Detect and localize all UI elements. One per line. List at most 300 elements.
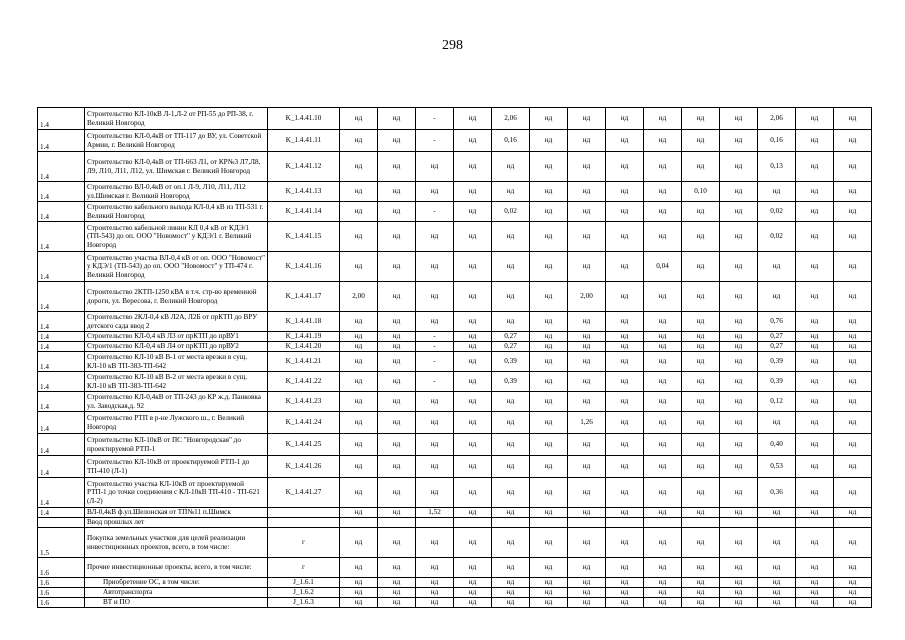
- value-cell: нд: [378, 588, 416, 598]
- project-code: K_1.4.41.15: [268, 222, 340, 252]
- value-cell: нд: [644, 456, 682, 478]
- value-cell: нд: [834, 108, 872, 130]
- table-row: [38, 392, 872, 412]
- value-cell: нд: [796, 182, 834, 202]
- project-code: K_1.4.41.17: [268, 282, 340, 312]
- value-cell: нд: [340, 312, 378, 332]
- project-code: г: [268, 528, 340, 558]
- row-number: 1.4: [38, 108, 85, 130]
- value-cell: нд: [720, 202, 758, 222]
- value-cell: нд: [568, 558, 606, 578]
- row-number: 1.6: [38, 598, 85, 608]
- value-cell: нд: [758, 598, 796, 608]
- value-cell: нд: [606, 456, 644, 478]
- value-cell: 1,52: [416, 508, 454, 518]
- value-cell: нд: [568, 434, 606, 456]
- row-number: 1.4: [38, 456, 85, 478]
- value-cell: нд: [682, 392, 720, 412]
- value-cell: нд: [720, 558, 758, 578]
- value-cell: нд: [340, 342, 378, 352]
- table-row: [38, 578, 872, 588]
- value-cell: нд: [758, 182, 796, 202]
- value-cell: нд: [568, 478, 606, 508]
- value-cell: нд: [796, 152, 834, 182]
- value-cell: нд: [454, 372, 492, 392]
- project-code: K_1.4.41.14: [268, 202, 340, 222]
- value-cell: нд: [796, 332, 834, 342]
- row-number: 1.6: [38, 588, 85, 598]
- value-cell: нд: [568, 528, 606, 558]
- value-cell: 0,39: [758, 372, 796, 392]
- project-name: Строительство 2КЛ-0,4 кВ Л2А, Л2Б от прКТП до ВРУ детского сада ввод 2: [85, 312, 268, 332]
- value-cell: нд: [492, 392, 530, 412]
- value-cell: нд: [568, 152, 606, 182]
- value-cell: нд: [644, 412, 682, 434]
- value-cell: нд: [530, 588, 568, 598]
- value-cell: нд: [454, 434, 492, 456]
- value-cell: 2,00: [340, 282, 378, 312]
- value-cell: нд: [340, 456, 378, 478]
- value-cell: нд: [416, 598, 454, 608]
- row-number: 1.4: [38, 332, 85, 342]
- table-row: [38, 352, 872, 372]
- row-number: 1.4: [38, 478, 85, 508]
- value-cell: нд: [530, 478, 568, 508]
- value-cell: нд: [416, 412, 454, 434]
- value-cell: нд: [454, 108, 492, 130]
- value-cell: нд: [530, 372, 568, 392]
- value-cell: нд: [720, 412, 758, 434]
- value-cell: нд: [834, 152, 872, 182]
- value-cell: нд: [834, 312, 872, 332]
- value-cell: нд: [682, 412, 720, 434]
- value-cell: нд: [834, 222, 872, 252]
- value-cell: -: [416, 130, 454, 152]
- value-cell: нд: [834, 558, 872, 578]
- value-cell: нд: [454, 182, 492, 202]
- value-cell: нд: [568, 252, 606, 282]
- project-name: Строительство КЛ-10кВ Л-1,Л-2 от РП-55 до РП-38, г. Великий Новгород: [85, 108, 268, 130]
- value-cell: нд: [644, 202, 682, 222]
- value-cell: нд: [682, 478, 720, 508]
- value-cell: нд: [834, 588, 872, 598]
- value-cell: нд: [606, 332, 644, 342]
- value-cell: 0,27: [492, 342, 530, 352]
- value-cell: 0,16: [758, 130, 796, 152]
- project-name: Строительство КЛ-10кВ от ПС "Новгородская" до проектируемой РТП-1: [85, 434, 268, 456]
- value-cell: нд: [834, 478, 872, 508]
- value-cell: нд: [720, 108, 758, 130]
- table-row: [38, 412, 872, 434]
- project-name: Строительство КЛ-10кВ от проектируемой РТП-1 до ТП-410 (Л-1): [85, 456, 268, 478]
- value-cell: 1,26: [568, 412, 606, 434]
- project-name: Строительство КЛ-0,4 кВ Л4 от прКТП до прВУ2: [85, 342, 268, 352]
- value-cell: нд: [454, 282, 492, 312]
- value-cell: [834, 518, 872, 528]
- value-cell: нд: [530, 312, 568, 332]
- value-cell: нд: [682, 282, 720, 312]
- value-cell: нд: [834, 130, 872, 152]
- value-cell: [796, 518, 834, 528]
- project-name: Покупка земельных участков для целей реализации инвестиционных проектов, всего, в том числе:: [85, 528, 268, 558]
- row-number: 1.6: [38, 578, 85, 588]
- value-cell: нд: [416, 588, 454, 598]
- value-cell: нд: [492, 598, 530, 608]
- value-cell: [568, 518, 606, 528]
- value-cell: нд: [644, 598, 682, 608]
- project-name: Строительство участка ВЛ-0,4 кВ от оп. ООО "Новомост" у КДЭ/1 (ТП-543) до оп. ООО "Новомост" у ТП-474 г. Великий Новгород: [85, 252, 268, 282]
- value-cell: нд: [796, 478, 834, 508]
- table-row: [38, 202, 872, 222]
- value-cell: нд: [682, 252, 720, 282]
- table-row: [38, 108, 872, 130]
- value-cell: нд: [796, 588, 834, 598]
- project-code: K_1.4.41.23: [268, 392, 340, 412]
- row-number: 1.4: [38, 508, 85, 518]
- value-cell: нд: [568, 598, 606, 608]
- value-cell: [530, 518, 568, 528]
- value-cell: нд: [682, 598, 720, 608]
- value-cell: нд: [606, 108, 644, 130]
- value-cell: нд: [644, 588, 682, 598]
- value-cell: нд: [720, 332, 758, 342]
- value-cell: нд: [378, 342, 416, 352]
- value-cell: нд: [378, 578, 416, 588]
- value-cell: нд: [378, 352, 416, 372]
- value-cell: нд: [340, 372, 378, 392]
- value-cell: нд: [378, 478, 416, 508]
- value-cell: нд: [492, 588, 530, 598]
- value-cell: нд: [720, 252, 758, 282]
- value-cell: нд: [758, 528, 796, 558]
- value-cell: нд: [796, 108, 834, 130]
- value-cell: нд: [720, 372, 758, 392]
- row-number: 1.4: [38, 312, 85, 332]
- value-cell: нд: [378, 456, 416, 478]
- value-cell: нд: [834, 528, 872, 558]
- value-cell: 0,27: [758, 332, 796, 342]
- value-cell: нд: [834, 456, 872, 478]
- page-number: 298: [442, 38, 463, 53]
- project-name: Строительство КЛ-10 кВ В-1 от места врезки в сущ. КЛ-10 кВ ТП-383-ТП-642: [85, 352, 268, 372]
- value-cell: нд: [568, 578, 606, 588]
- value-cell: нд: [492, 412, 530, 434]
- project-code: K_1.4.41.13: [268, 182, 340, 202]
- value-cell: нд: [682, 152, 720, 182]
- value-cell: нд: [454, 456, 492, 478]
- value-cell: нд: [568, 312, 606, 332]
- value-cell: нд: [454, 252, 492, 282]
- row-number: 1.4: [38, 222, 85, 252]
- value-cell: нд: [796, 352, 834, 372]
- value-cell: нд: [682, 202, 720, 222]
- value-cell: нд: [568, 332, 606, 342]
- project-name: Прочие инвестиционные проекты, всего, в том числе:: [85, 558, 268, 578]
- value-cell: нд: [796, 342, 834, 352]
- row-number: 1.4: [38, 434, 85, 456]
- project-name: Строительство КЛ-0,4кВ от ТП-243 до КР ж.д. Панковка ул. Заводская,д. 92: [85, 392, 268, 412]
- value-cell: 0,53: [758, 456, 796, 478]
- value-cell: нд: [530, 456, 568, 478]
- value-cell: нд: [606, 508, 644, 518]
- value-cell: нд: [606, 202, 644, 222]
- table-row: [38, 558, 872, 578]
- value-cell: нд: [682, 372, 720, 392]
- value-cell: нд: [834, 342, 872, 352]
- value-cell: нд: [530, 598, 568, 608]
- table-row: [38, 332, 872, 342]
- value-cell: нд: [796, 222, 834, 252]
- value-cell: нд: [378, 508, 416, 518]
- value-cell: нд: [606, 412, 644, 434]
- value-cell: 0,39: [758, 352, 796, 372]
- value-cell: нд: [340, 252, 378, 282]
- value-cell: нд: [568, 456, 606, 478]
- value-cell: нд: [568, 352, 606, 372]
- value-cell: -: [416, 352, 454, 372]
- value-cell: нд: [492, 252, 530, 282]
- project-code: K_1.4.41.26: [268, 456, 340, 478]
- value-cell: нд: [834, 202, 872, 222]
- project-name: ВЛ-0,4кВ ф.ул.Шелонская от ТП№11 п.Шимск: [85, 508, 268, 518]
- value-cell: нд: [454, 478, 492, 508]
- value-cell: нд: [834, 412, 872, 434]
- value-cell: нд: [644, 130, 682, 152]
- table-row: [38, 252, 872, 282]
- value-cell: нд: [682, 332, 720, 342]
- row-number: 1.4: [38, 252, 85, 282]
- value-cell: нд: [568, 202, 606, 222]
- project-code: г: [268, 558, 340, 578]
- value-cell: нд: [492, 282, 530, 312]
- value-cell: нд: [530, 352, 568, 372]
- value-cell: нд: [720, 222, 758, 252]
- project-name: ВТ и ПО: [85, 598, 268, 608]
- value-cell: нд: [454, 152, 492, 182]
- value-cell: нд: [606, 598, 644, 608]
- value-cell: нд: [834, 252, 872, 282]
- value-cell: нд: [720, 434, 758, 456]
- project-name: Строительство РТП в р-не Лужского ш., г. Великий Новгород: [85, 412, 268, 434]
- value-cell: нд: [416, 252, 454, 282]
- value-cell: нд: [378, 130, 416, 152]
- value-cell: нд: [644, 372, 682, 392]
- value-cell: нд: [682, 434, 720, 456]
- value-cell: нд: [606, 528, 644, 558]
- value-cell: нд: [416, 392, 454, 412]
- value-cell: нд: [644, 478, 682, 508]
- value-cell: нд: [834, 352, 872, 372]
- value-cell: нд: [340, 130, 378, 152]
- project-code: K_1.4.41.10: [268, 108, 340, 130]
- row-number: 1.4: [38, 282, 85, 312]
- value-cell: нд: [492, 508, 530, 518]
- table-row: [38, 456, 872, 478]
- value-cell: нд: [378, 312, 416, 332]
- project-code: [268, 508, 340, 518]
- value-cell: нд: [834, 282, 872, 312]
- value-cell: нд: [758, 412, 796, 434]
- value-cell: нд: [454, 508, 492, 518]
- value-cell: нд: [796, 508, 834, 518]
- value-cell: [492, 518, 530, 528]
- value-cell: нд: [530, 434, 568, 456]
- value-cell: нд: [758, 252, 796, 282]
- project-name: Приобретение ОС, в том числе:: [85, 578, 268, 588]
- value-cell: нд: [720, 478, 758, 508]
- table-row: [38, 282, 872, 312]
- value-cell: нд: [530, 202, 568, 222]
- table-row: [38, 152, 872, 182]
- value-cell: нд: [720, 578, 758, 588]
- project-name: Строительство 2КТП-1250 кВА в т.ч. стр-во временной дороги, ул. Вересова, г. Великий Новгород: [85, 282, 268, 312]
- value-cell: нд: [606, 182, 644, 202]
- value-cell: нд: [720, 392, 758, 412]
- row-number: 1.5: [38, 528, 85, 558]
- table-row: [38, 478, 872, 508]
- value-cell: нд: [340, 202, 378, 222]
- value-cell: [644, 518, 682, 528]
- value-cell: нд: [492, 558, 530, 578]
- value-cell: нд: [606, 588, 644, 598]
- value-cell: нд: [796, 578, 834, 588]
- value-cell: -: [416, 202, 454, 222]
- value-cell: нд: [454, 312, 492, 332]
- value-cell: 0,02: [758, 202, 796, 222]
- value-cell: нд: [606, 312, 644, 332]
- value-cell: нд: [796, 130, 834, 152]
- value-cell: нд: [416, 456, 454, 478]
- project-code: K_1.4.41.19: [268, 332, 340, 342]
- value-cell: нд: [644, 108, 682, 130]
- value-cell: нд: [796, 598, 834, 608]
- value-cell: 0,10: [682, 182, 720, 202]
- value-cell: нд: [796, 558, 834, 578]
- table-row: [38, 372, 872, 392]
- table-row: [38, 598, 872, 608]
- value-cell: нд: [340, 182, 378, 202]
- value-cell: нд: [682, 108, 720, 130]
- value-cell: нд: [796, 528, 834, 558]
- value-cell: нд: [454, 392, 492, 412]
- value-cell: нд: [492, 182, 530, 202]
- row-number: 1.4: [38, 392, 85, 412]
- value-cell: нд: [758, 558, 796, 578]
- value-cell: нд: [378, 434, 416, 456]
- value-cell: нд: [530, 332, 568, 342]
- value-cell: нд: [492, 528, 530, 558]
- value-cell: нд: [720, 588, 758, 598]
- value-cell: нд: [378, 222, 416, 252]
- value-cell: нд: [644, 152, 682, 182]
- value-cell: нд: [378, 252, 416, 282]
- value-cell: нд: [378, 152, 416, 182]
- value-cell: нд: [378, 392, 416, 412]
- value-cell: 0,16: [492, 130, 530, 152]
- value-cell: нд: [796, 312, 834, 332]
- value-cell: нд: [720, 508, 758, 518]
- value-cell: нд: [606, 478, 644, 508]
- value-cell: нд: [492, 222, 530, 252]
- value-cell: [720, 518, 758, 528]
- table-row: [38, 312, 872, 332]
- row-number: 1.4: [38, 152, 85, 182]
- value-cell: [454, 518, 492, 528]
- value-cell: 0,39: [492, 372, 530, 392]
- value-cell: нд: [492, 578, 530, 588]
- value-cell: нд: [530, 182, 568, 202]
- table-row: [38, 182, 872, 202]
- value-cell: нд: [644, 332, 682, 342]
- table-row: [38, 508, 872, 518]
- value-cell: нд: [454, 202, 492, 222]
- value-cell: -: [416, 342, 454, 352]
- value-cell: нд: [644, 282, 682, 312]
- value-cell: нд: [644, 508, 682, 518]
- value-cell: нд: [416, 312, 454, 332]
- value-cell: нд: [378, 598, 416, 608]
- value-cell: нд: [454, 588, 492, 598]
- value-cell: 0,36: [758, 478, 796, 508]
- value-cell: нд: [644, 528, 682, 558]
- value-cell: нд: [758, 508, 796, 518]
- table-row: [38, 342, 872, 352]
- value-cell: нд: [340, 352, 378, 372]
- project-code: K_1.4.41.16: [268, 252, 340, 282]
- value-cell: нд: [530, 152, 568, 182]
- value-cell: нд: [530, 342, 568, 352]
- value-cell: нд: [492, 312, 530, 332]
- value-cell: нд: [682, 528, 720, 558]
- value-cell: 2,06: [758, 108, 796, 130]
- value-cell: нд: [682, 342, 720, 352]
- project-name: Строительство кабельной линии КЛ 0,4 кВ от КДЭ/1 (ТП-543) до оп. ООО "Новомост" у КДЭ/1 г. Великий Новгород: [85, 222, 268, 252]
- value-cell: нд: [720, 528, 758, 558]
- value-cell: нд: [340, 598, 378, 608]
- value-cell: нд: [606, 372, 644, 392]
- value-cell: нд: [568, 130, 606, 152]
- project-code: K_1.4.41.24: [268, 412, 340, 434]
- value-cell: нд: [796, 392, 834, 412]
- value-cell: нд: [834, 508, 872, 518]
- row-number: 1.4: [38, 412, 85, 434]
- value-cell: нд: [568, 392, 606, 412]
- value-cell: нд: [568, 588, 606, 598]
- value-cell: 0,27: [758, 342, 796, 352]
- project-code: K_1.4.41.12: [268, 152, 340, 182]
- value-cell: нд: [606, 352, 644, 372]
- value-cell: нд: [340, 578, 378, 588]
- value-cell: нд: [682, 312, 720, 332]
- value-cell: [340, 518, 378, 528]
- value-cell: нд: [340, 508, 378, 518]
- value-cell: нд: [416, 152, 454, 182]
- row-number: 1.4: [38, 130, 85, 152]
- value-cell: 0,04: [644, 252, 682, 282]
- value-cell: нд: [606, 558, 644, 578]
- value-cell: нд: [530, 108, 568, 130]
- value-cell: 0,27: [492, 332, 530, 342]
- value-cell: нд: [682, 508, 720, 518]
- value-cell: нд: [340, 222, 378, 252]
- value-cell: -: [416, 332, 454, 342]
- value-cell: 0,76: [758, 312, 796, 332]
- value-cell: нд: [530, 282, 568, 312]
- value-cell: нд: [378, 528, 416, 558]
- value-cell: нд: [416, 528, 454, 558]
- value-cell: 0,40: [758, 434, 796, 456]
- value-cell: нд: [644, 182, 682, 202]
